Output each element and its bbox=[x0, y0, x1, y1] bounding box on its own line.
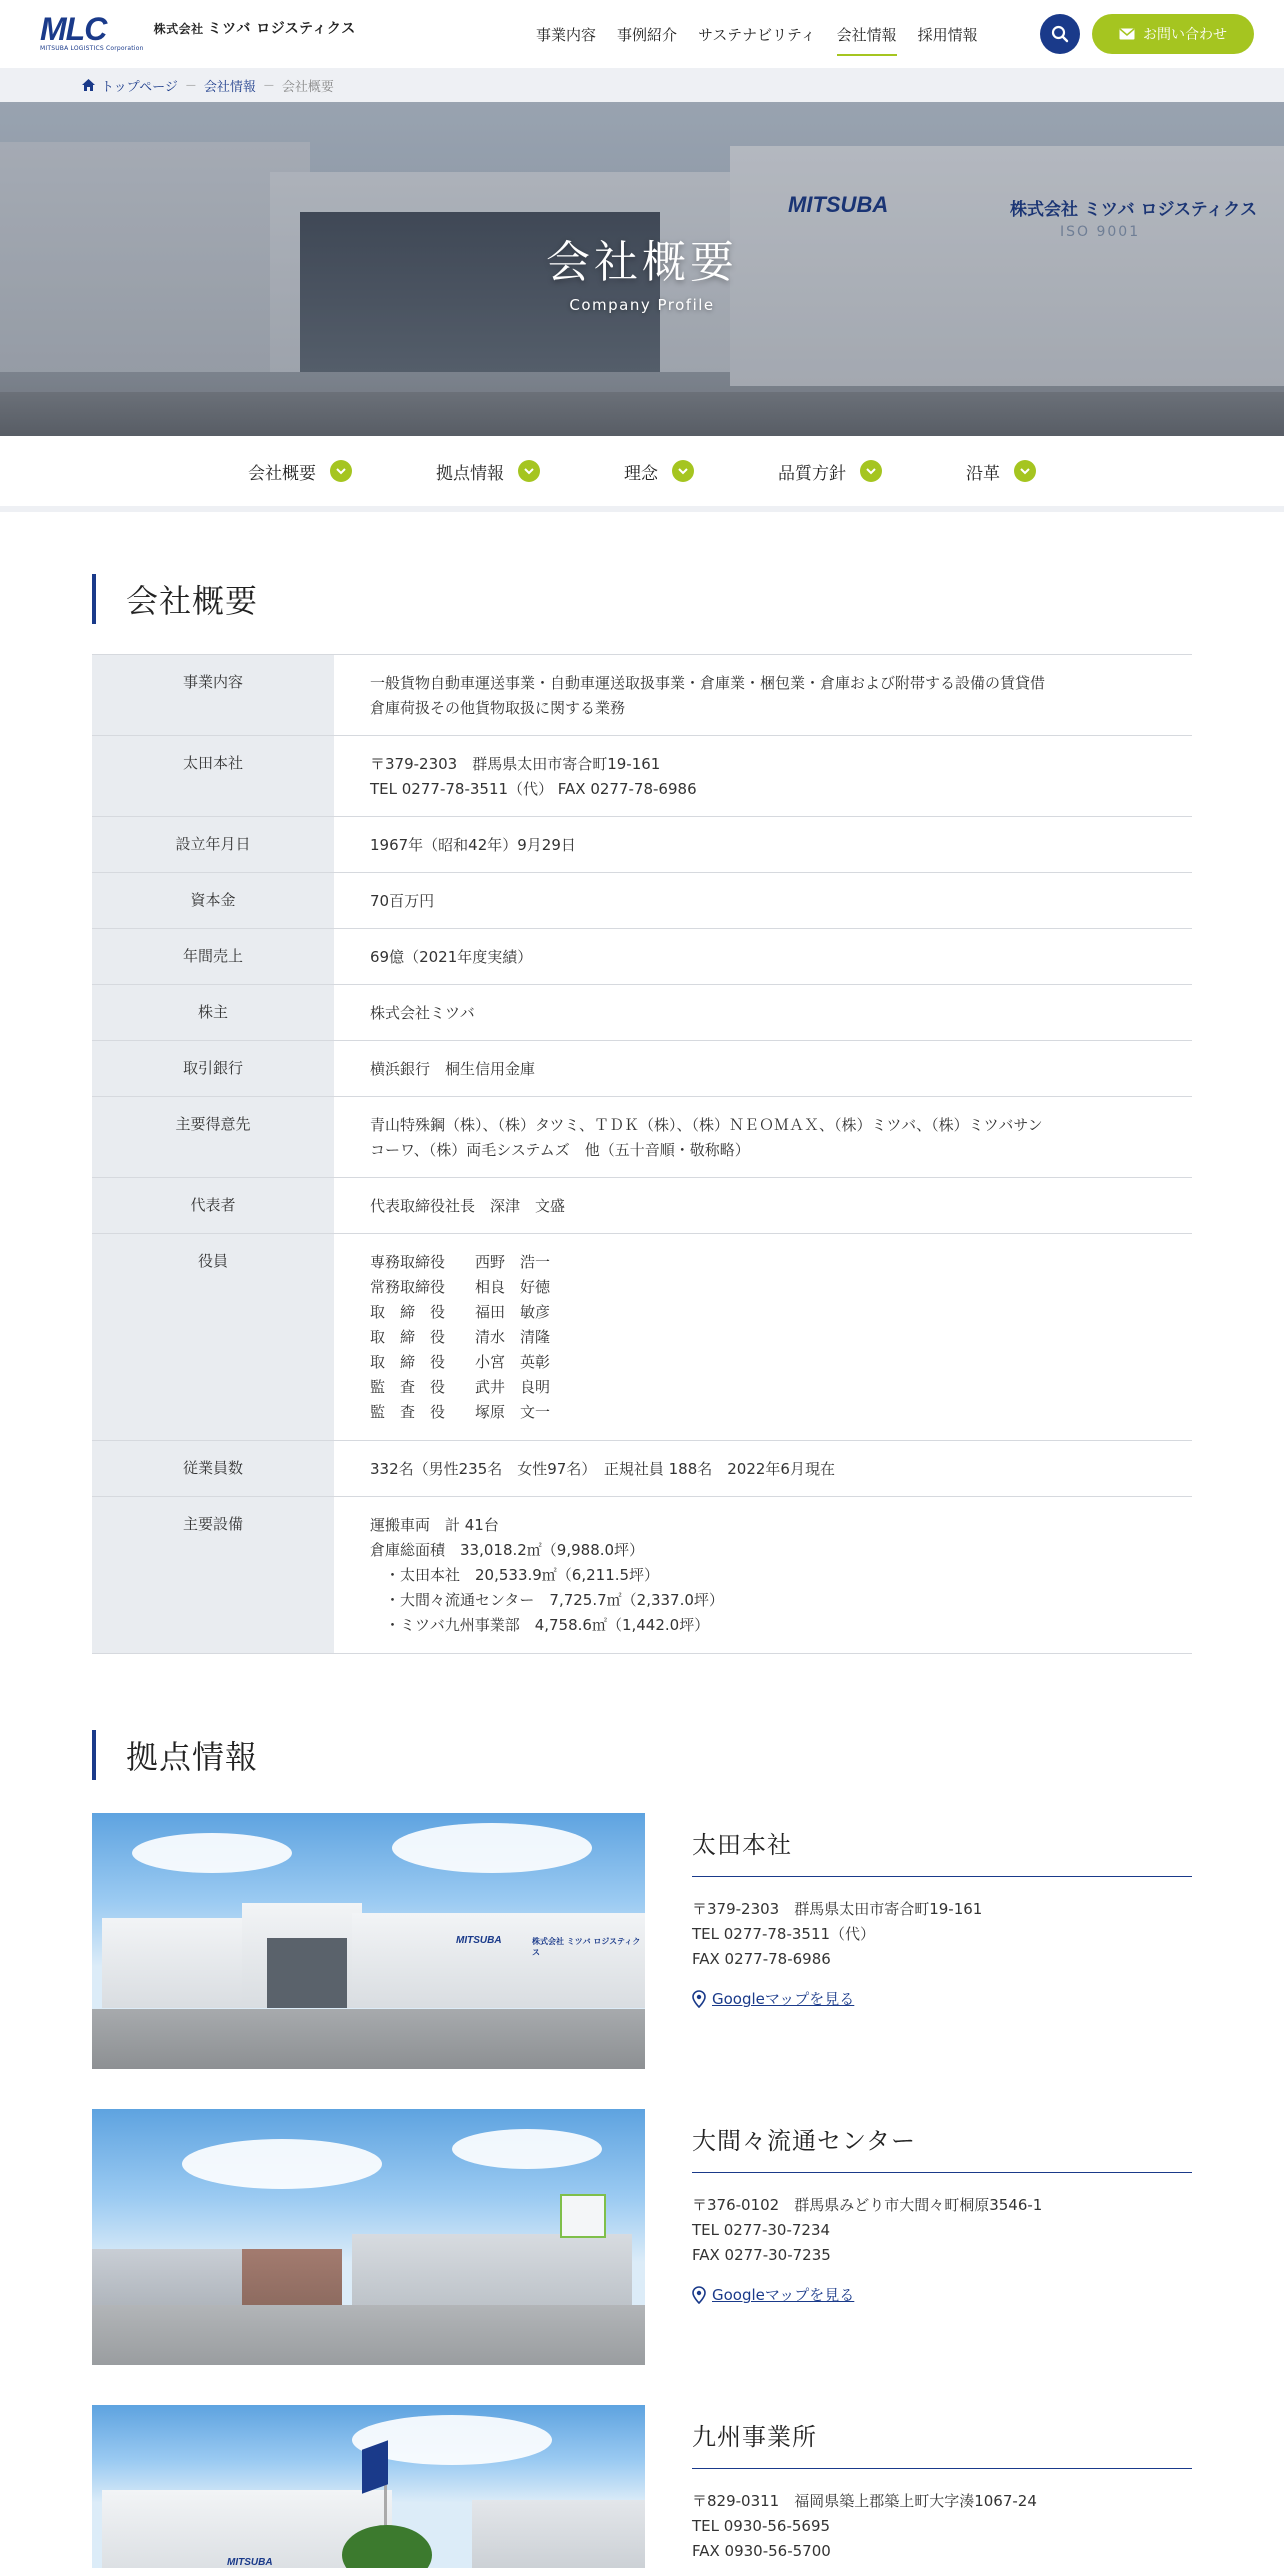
global-nav bbox=[536, 0, 999, 68]
contact-label: お問い合わせ bbox=[1143, 27, 1227, 43]
photo-building bbox=[242, 2249, 342, 2309]
table-header-cell: 役員 bbox=[92, 1234, 334, 1440]
google-map-link[interactable] bbox=[692, 2284, 1192, 2305]
hero-photo-sign-iso: ISO 9001 bbox=[1060, 224, 1141, 240]
table-cell: 〒379-2303 群馬県太田市寄合町19-161 TEL 0277-78-3511（代） FAX 0277-78-6986 bbox=[370, 755, 697, 798]
table-row bbox=[92, 736, 1192, 817]
breadcrumb-separator: — bbox=[263, 79, 274, 91]
table-cell: 株式会社ミツバ bbox=[370, 1004, 475, 1022]
table-cell: 青山特殊鋼（株）、（株）タツミ、ＴＤＫ（株）、（株）ＮＥＯＭＡＸ、（株）ミツバ、（株）ミツバサン コーワ、（株）両毛システムズ 他（五十音順・敬称略） bbox=[370, 1116, 1043, 1159]
location-info bbox=[692, 1813, 1192, 2009]
photo-cloud bbox=[392, 1823, 592, 1873]
nav-item-recruit[interactable]: 採用情報 bbox=[917, 25, 978, 44]
location-name: 九州事業所 bbox=[692, 2405, 1192, 2469]
breadcrumb-parent-link[interactable]: 会社情報 bbox=[203, 79, 256, 95]
hero-photo-sign-brand: MITSUBA bbox=[788, 192, 889, 217]
anchor-item-label: 沿革 bbox=[966, 463, 1000, 484]
nav-item-sustainability[interactable]: サステナビリティ bbox=[698, 25, 816, 44]
anchor-item-label: 理念 bbox=[624, 463, 658, 484]
table-cell: 1967年（昭和42年）9月29日 bbox=[370, 836, 576, 854]
chevron-down-icon bbox=[672, 460, 694, 482]
table-header-cell: 株主 bbox=[92, 985, 334, 1040]
photo-signboard bbox=[560, 2194, 606, 2238]
photo-sign-company: 株式会社 ミツバ ロジスティクス bbox=[532, 1937, 641, 1957]
location-address: 〒829-0311 福岡県築上郡築上町大字湊1067-24 TEL 0930-56-5695 FAX 0930-56-5700 bbox=[692, 2492, 1037, 2560]
section-heading-locations: 拠点情報 bbox=[92, 1730, 258, 1780]
photo-building bbox=[102, 1918, 252, 2008]
location-photo-kyushu bbox=[92, 2405, 645, 2568]
section-heading-profile: 会社概要 bbox=[92, 574, 258, 624]
table-row bbox=[92, 1097, 1192, 1178]
location-name: 太田本社 bbox=[692, 1813, 1192, 1877]
logo-name: ミツバ ロジスティクス bbox=[207, 21, 356, 37]
hero-photo-sign-company: 株式会社 ミツバ ロジスティクス bbox=[1010, 200, 1258, 220]
table-header-cell: 年間売上 bbox=[92, 929, 334, 984]
photo-sign-brand: MITSUBA bbox=[227, 2557, 273, 2568]
chevron-down-icon bbox=[330, 460, 352, 482]
anchor-nav bbox=[0, 436, 1284, 512]
map-pin-icon bbox=[692, 1990, 706, 2008]
location-info bbox=[692, 2405, 1192, 2564]
photo-cloud bbox=[132, 1833, 292, 1873]
logo-subtext: MITSUBA LOGISTICS Corporation bbox=[40, 45, 144, 52]
table-header-cell: 主要得意先 bbox=[92, 1097, 334, 1177]
chevron-down-icon bbox=[860, 460, 882, 482]
location-address: 〒379-2303 群馬県太田市寄合町19-161 TEL 0277-78-3511（代） FAX 0277-78-6986 bbox=[692, 1900, 983, 1968]
nav-item-cases[interactable]: 事例紹介 bbox=[617, 25, 678, 44]
photo-road bbox=[92, 2009, 645, 2069]
table-header-cell: 設立年月日 bbox=[92, 817, 334, 872]
table-row bbox=[92, 1041, 1192, 1097]
photo-road bbox=[92, 2305, 645, 2365]
chevron-down-icon bbox=[1014, 460, 1036, 482]
photo-building bbox=[92, 2249, 262, 2309]
table-row bbox=[92, 873, 1192, 929]
search-button[interactable] bbox=[1040, 14, 1080, 54]
google-map-label: Googleマップを見る bbox=[712, 2286, 855, 2304]
location-info bbox=[692, 2109, 1192, 2305]
home-icon bbox=[82, 79, 95, 91]
logo-mark bbox=[40, 11, 144, 52]
page-title: 会社概要 bbox=[546, 237, 738, 288]
location-photo-ota bbox=[92, 1813, 645, 2069]
location-photo-omama bbox=[92, 2109, 645, 2365]
table-row bbox=[92, 1441, 1192, 1497]
location-address: 〒376-0102 群馬県みどり市大間々町桐原3546-1 TEL 0277-30-7234 FAX 0277-30-7235 bbox=[692, 2196, 1043, 2264]
google-map-link[interactable] bbox=[692, 1988, 1192, 2009]
table-row bbox=[92, 985, 1192, 1041]
anchor-item-history[interactable] bbox=[966, 459, 1036, 484]
table-row bbox=[92, 1497, 1192, 1654]
anchor-item-philosophy[interactable] bbox=[624, 459, 694, 484]
photo-dock bbox=[267, 1938, 347, 2008]
chevron-down-icon bbox=[518, 460, 540, 482]
table-cell: 332名（男性235名 女性97名） 正規社員 188名 2022年6月現在 bbox=[370, 1460, 835, 1478]
site-logo[interactable] bbox=[40, 11, 356, 52]
photo-sign-brand: MITSUBA bbox=[456, 1935, 502, 1946]
table-cell: 運搬車両 計 41台 倉庫総面積 33,018.2㎡（9,988.0坪） ・太田本社 20,533.9㎡（6,211.5坪） ・大間々流通センター 7,725.7㎡（2,337.0坪） ・ミツバ九州事業部 4,758.6㎡（1,442.0坪） bbox=[370, 1516, 724, 1634]
table-header-cell: 太田本社 bbox=[92, 736, 334, 816]
table-header-cell: 従業員数 bbox=[92, 1441, 334, 1496]
breadcrumb-separator: — bbox=[185, 79, 196, 91]
hero-banner bbox=[0, 102, 1284, 436]
map-pin-icon bbox=[692, 2286, 706, 2304]
google-map-label: Googleマップを見る bbox=[712, 1990, 855, 2008]
photo-building bbox=[352, 2234, 632, 2309]
profile-table bbox=[92, 654, 1192, 1654]
table-cell: 専務取締役 西野 浩一 常務取締役 相良 好徳 取 締 役 福田 敏彦 取 締 役 清水 清隆 取 締 役 小宮 英彰 監 査 役 武井 良明 監 査 役 塚原 文一 bbox=[370, 1253, 551, 1421]
breadcrumb bbox=[0, 68, 1284, 102]
search-icon bbox=[1051, 25, 1069, 43]
photo-cloud bbox=[182, 2139, 382, 2189]
table-header-cell: 取引銀行 bbox=[92, 1041, 334, 1096]
table-row bbox=[92, 929, 1192, 985]
anchor-item-label: 拠点情報 bbox=[436, 463, 504, 484]
location-name: 大間々流通センター bbox=[692, 2109, 1192, 2173]
photo-cloud bbox=[452, 2129, 602, 2169]
anchor-item-label: 会社概要 bbox=[248, 463, 316, 484]
table-row bbox=[92, 1178, 1192, 1234]
mail-icon bbox=[1119, 28, 1135, 40]
logo-company-name bbox=[154, 18, 356, 38]
anchor-item-label: 品質方針 bbox=[778, 463, 846, 484]
table-row bbox=[92, 1234, 1192, 1441]
nav-item-business[interactable]: 事業内容 bbox=[536, 25, 597, 44]
table-cell: 一般貨物自動車運送事業・自動車運送取扱事業・倉庫業・梱包業・倉庫および附帯する設備の賃貸借 倉庫荷扱その他貨物取扱に関する業務 bbox=[370, 674, 1046, 717]
breadcrumb-home-link[interactable]: トップページ bbox=[101, 79, 178, 95]
table-cell: 代表取締役社長 深津 文盛 bbox=[370, 1197, 566, 1215]
table-header-cell: 資本金 bbox=[92, 873, 334, 928]
photo-building bbox=[352, 1913, 645, 2008]
contact-button[interactable] bbox=[1092, 14, 1254, 54]
anchor-item-profile[interactable] bbox=[248, 459, 352, 484]
table-cell: 70百万円 bbox=[370, 892, 435, 910]
breadcrumb-current: 会社概要 bbox=[281, 79, 334, 95]
table-row bbox=[92, 817, 1192, 873]
table-header-cell: 代表者 bbox=[92, 1178, 334, 1233]
photo-building bbox=[472, 2500, 645, 2568]
logo-letters: MLC bbox=[40, 11, 107, 47]
anchor-item-quality-policy[interactable] bbox=[778, 459, 882, 484]
nav-item-company[interactable]: 会社情報 bbox=[837, 0, 897, 68]
page-subtitle: Company Profile bbox=[569, 296, 715, 314]
logo-kabushiki: 株式会社 bbox=[153, 22, 204, 36]
table-header-cell: 主要設備 bbox=[92, 1497, 334, 1653]
anchor-item-locations[interactable] bbox=[436, 459, 540, 484]
table-row bbox=[92, 655, 1192, 736]
table-header-cell: 事業内容 bbox=[92, 655, 334, 735]
table-cell: 69億（2021年度実績） bbox=[370, 948, 533, 966]
table-cell: 横浜銀行 桐生信用金庫 bbox=[370, 1060, 536, 1078]
site-header bbox=[0, 0, 1284, 68]
